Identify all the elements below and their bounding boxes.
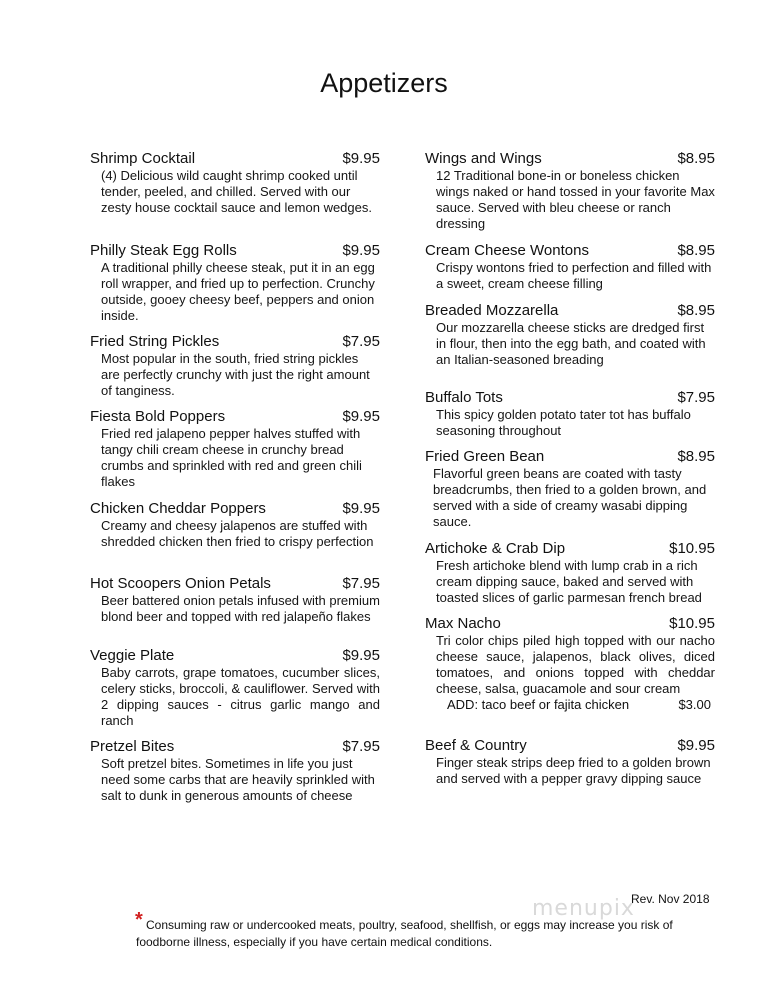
item-price: $8.95: [677, 448, 715, 465]
item-description: Fresh artichoke blend with lump crab in a rich cream dipping sauce, baked and served with toasted slices of garlic parmesan french bread: [436, 558, 702, 605]
disclaimer-line-2: foodborne illness, especially if you have certain medical conditions.: [136, 935, 493, 949]
addon-price: $3.00: [678, 697, 711, 712]
menu-item-fiesta-bold-poppers: [90, 408, 380, 490]
item-description: Our mozzarella cheese sticks are dredged first in flour, then into the egg bath, and coated with an Italian-seasoned breading: [436, 320, 706, 367]
item-price: $7.95: [677, 389, 715, 406]
page-title: Appetizers: [320, 68, 448, 98]
watermark: menupix: [532, 896, 635, 921]
item-name: Cream Cheese Wontons: [425, 242, 589, 259]
item-price: $10.95: [669, 540, 715, 557]
item-price: $9.95: [342, 242, 380, 259]
item-description: Baby carrots, grape tomatoes, cucumber slices, celery sticks, broccoli, & cauliflower. Served with 2 dipping sauces - citrus garlic mango and ranch: [101, 665, 380, 728]
menu-item-pretzel-bites: [90, 738, 380, 804]
item-addon: [425, 697, 715, 713]
item-price: $7.95: [342, 333, 380, 350]
item-price: $9.95: [342, 647, 380, 664]
item-price: $9.95: [342, 408, 380, 425]
item-description: This spicy golden potato tater tot has buffalo seasoning throughout: [436, 407, 691, 438]
menu-item-fried-green-bean: [425, 448, 715, 530]
menu-item-breaded-mozzarella: [425, 302, 715, 368]
item-description: Most popular in the south, fried string pickles are perfectly crunchy with just the right amount of tanginess.: [101, 351, 370, 398]
menu-item-veggie-plate: [90, 647, 380, 729]
health-disclaimer: [136, 917, 726, 951]
item-name: Fried Green Bean: [425, 448, 545, 465]
item-name: Wings and Wings: [425, 150, 542, 167]
menu-item-max-nacho: [425, 615, 715, 713]
revision-date: Rev. Nov 2018: [631, 892, 710, 906]
item-name: Veggie Plate: [90, 647, 175, 664]
item-description: 12 Traditional bone-in or boneless chicken wings naked or hand tossed in your favorite Max sauce. Served with bleu cheese or ranch dressing: [436, 168, 715, 231]
item-description: Creamy and cheesy jalapenos are stuffed with shredded chicken then fried to crispy perfection: [101, 518, 374, 549]
item-price: $9.95: [342, 500, 380, 517]
disclaimer-line-1: Consuming raw or undercooked meats, poultry, seafood, shellfish, or eggs may increase you risk of: [146, 918, 673, 932]
item-name: Shrimp Cocktail: [90, 150, 196, 167]
item-name: Hot Scoopers Onion Petals: [90, 575, 271, 592]
menu-item-philly-steak-egg-rolls: [90, 242, 380, 324]
item-price: $9.95: [342, 150, 380, 167]
item-price: $9.95: [677, 737, 715, 754]
item-description: Finger steak strips deep fried to a golden brown and served with a pepper gravy dipping sauce: [436, 755, 711, 786]
item-price: $8.95: [677, 150, 715, 167]
item-name: Philly Steak Egg Rolls: [90, 242, 237, 259]
item-description: Crispy wontons fried to perfection and filled with a sweet, cream cheese filling: [436, 260, 712, 291]
menu-item-cream-cheese-wontons: [425, 242, 715, 292]
item-name: Fried String Pickles: [90, 333, 220, 350]
item-price: $7.95: [342, 738, 380, 755]
menu-item-chicken-cheddar-poppers: [90, 500, 380, 550]
item-description: Tri color chips piled high topped with our nacho cheese sauce, jalapenos, black olives, diced tomatoes, and onions topped with cheddar cheese, salsa, guacamole and sour cream: [436, 633, 715, 696]
menu-item-fried-string-pickles: [90, 333, 380, 399]
menu-item-beef-country: [425, 737, 715, 787]
menu-item-hot-scoopers-onion-petals: [90, 575, 380, 625]
item-name: Beef & Country: [425, 737, 527, 754]
item-name: Chicken Cheddar Poppers: [90, 500, 266, 517]
item-description: (4) Delicious wild caught shrimp cooked until tender, peeled, and chilled. Served with our zesty house cocktail sauce and lemon wedges.: [101, 168, 372, 215]
item-name: Artichoke & Crab Dip: [425, 540, 566, 557]
item-name: Pretzel Bites: [90, 738, 175, 755]
menu-item-buffalo-tots: [425, 389, 715, 439]
item-price: $8.95: [677, 242, 715, 259]
menu-item-wings-and-wings: [425, 150, 715, 232]
item-description: Flavorful green beans are coated with tasty breadcrumbs, then fried to a golden brown, and served with a side of creamy wasabi dipping sauce.: [433, 466, 707, 529]
item-name: Breaded Mozzarella: [425, 302, 559, 319]
item-description: Soft pretzel bites. Sometimes in life you just need some carbs that are heavily sprinkled with salt to dunk in generous amounts of cheese: [101, 756, 375, 803]
asterisk-icon: *: [135, 909, 143, 931]
item-name: Max Nacho: [425, 615, 501, 632]
addon-label: ADD: taco beef or fajita chicken: [447, 697, 630, 712]
item-description: A traditional philly cheese steak, put it in an egg roll wrapper, and fried up to perfection. Crunchy outside, gooey cheesy beef, peppers and onion inside.: [101, 260, 375, 323]
menu-item-shrimp-cocktail: [90, 150, 380, 216]
item-price: $7.95: [342, 575, 380, 592]
item-name: Buffalo Tots: [425, 389, 503, 406]
item-description: Fried red jalapeno pepper halves stuffed with tangy chili cream cheese in crunchy bread crumbs and sprinkled with red and green chili flakes: [101, 426, 362, 489]
item-description: Beer battered onion petals infused with premium blond beer and topped with red jalapeño flakes: [101, 593, 380, 624]
item-price: $10.95: [669, 615, 715, 632]
item-name: Fiesta Bold Poppers: [90, 408, 226, 425]
item-price: $8.95: [677, 302, 715, 319]
menu-item-artichoke-crab-dip: [425, 540, 715, 606]
